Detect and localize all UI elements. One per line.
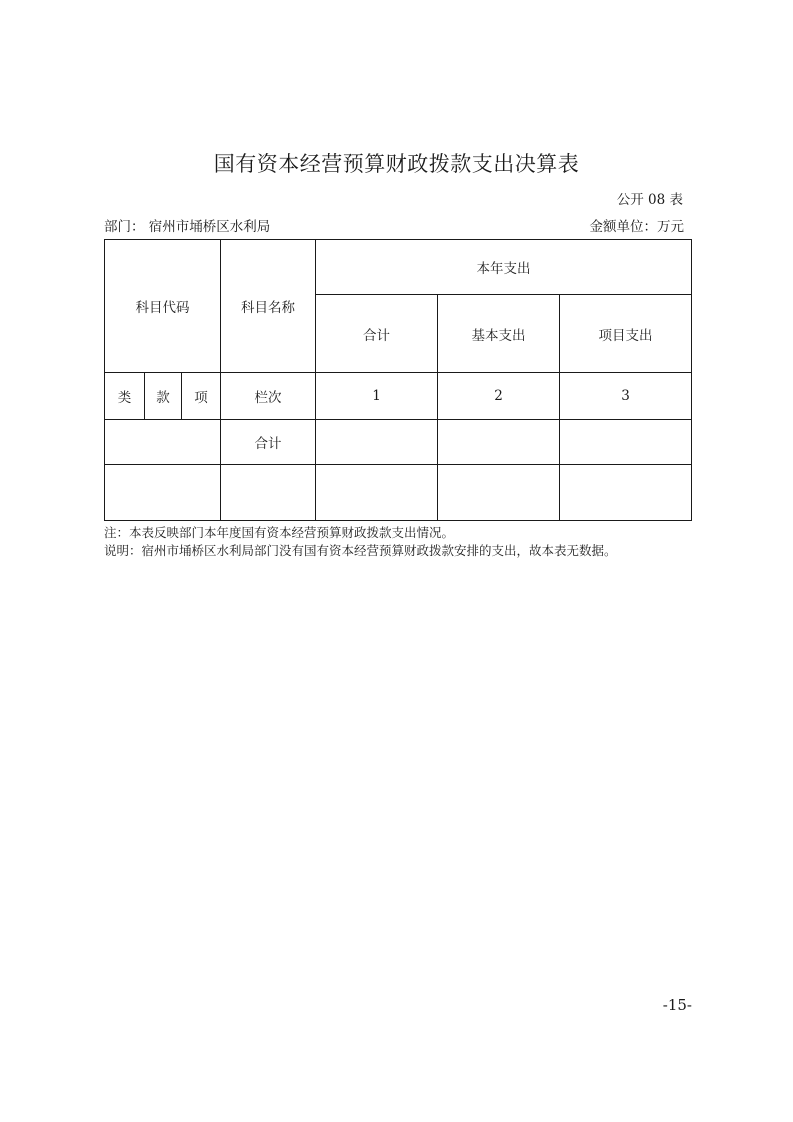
total-row (105, 420, 692, 465)
header-project-expenditure: 项目支出 (560, 295, 692, 373)
page-title: 国有资本经营预算财政拨款支出决算表 (213, 152, 580, 176)
code-section-cell: 款 (145, 373, 182, 420)
code-item-cell: 项 (182, 373, 221, 420)
explanation-text: 说明：宿州市埇桥区水利局部门没有国有资本经营预算财政拨款安排的支出，故本表无数据。 (104, 543, 617, 558)
column-row-label: 栏次 (221, 373, 316, 420)
empty-project-cell (560, 465, 692, 521)
empty-total-cell (316, 465, 438, 521)
column-number-3: 3 (560, 373, 692, 420)
table-row (105, 465, 692, 521)
total-row-total-value (316, 420, 438, 465)
total-row-code-cell (105, 420, 221, 465)
notes (104, 524, 704, 560)
header-total: 合计 (316, 295, 438, 373)
column-number-1: 1 (316, 373, 438, 420)
header-subject-name: 科目名称 (221, 240, 316, 373)
total-row-basic-value (438, 420, 560, 465)
empty-basic-cell (438, 465, 560, 521)
empty-code-cell (105, 465, 221, 521)
form-number: 公开 08 表 (616, 192, 683, 208)
column-number-row (105, 373, 692, 420)
header-current-year: 本年支出 (316, 240, 692, 295)
header-subject-code: 科目代码 (105, 240, 221, 373)
department-label: 部门： 宿州市埇桥区水利局 (104, 219, 271, 235)
code-class-cell: 类 (105, 373, 145, 420)
header-row-1 (105, 240, 692, 295)
column-number-2: 2 (438, 373, 560, 420)
note-text: 注：本表反映部门本年度国有资本经营预算财政拨款支出情况。 (104, 525, 455, 540)
empty-name-cell (221, 465, 316, 521)
header-basic-expenditure: 基本支出 (438, 295, 560, 373)
amount-unit-label: 金额单位：万元 (589, 219, 684, 235)
total-row-project-value (560, 420, 692, 465)
expenditure-table (104, 239, 692, 521)
meta-row (104, 215, 684, 235)
total-row-label: 合计 (221, 420, 316, 465)
page-number: -15- (662, 996, 692, 1014)
